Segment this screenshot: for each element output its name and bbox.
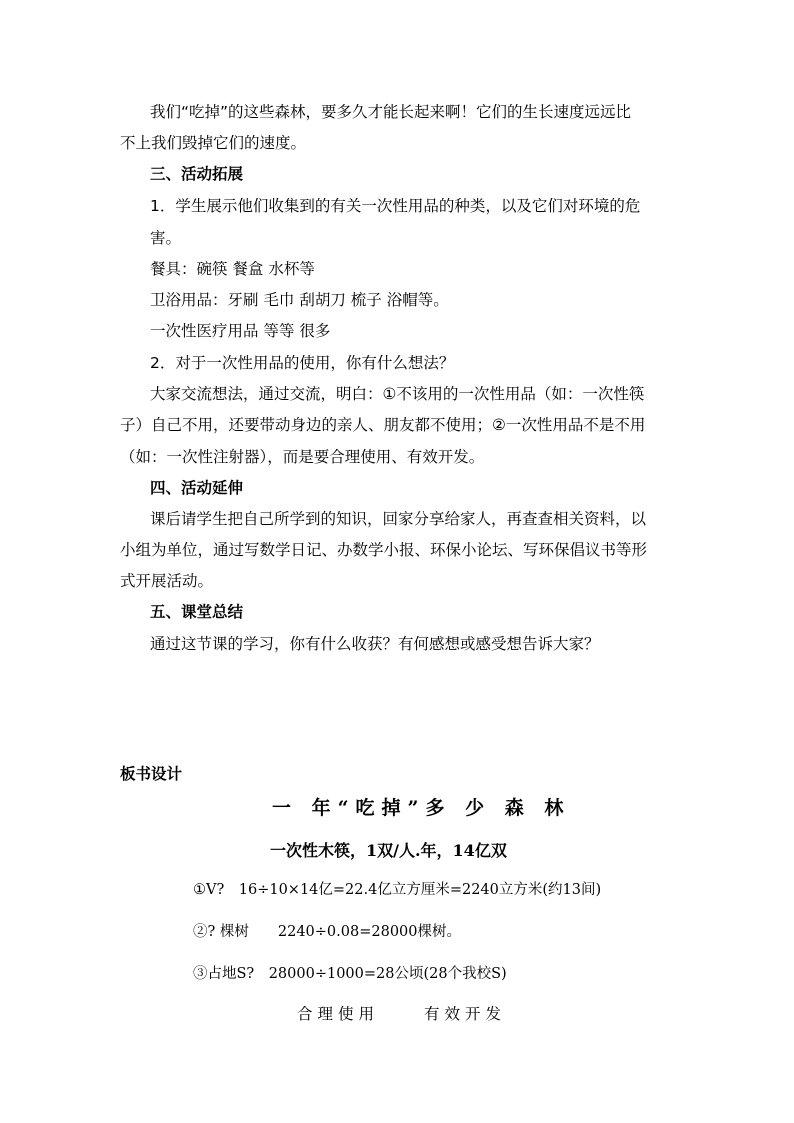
extension-line-2: 小组为单位，通过写数学日记、办数学小报、环保小论坛、写环保倡议书等形: [120, 541, 648, 559]
section-heading-class-summary: 五、课堂总结: [150, 603, 244, 621]
board-subtitle: 一次性木筷，1双/人.年，14亿双: [270, 841, 507, 860]
bathroom-list: 卫浴用品：牙刷 毛巾 刮胡刀 梳子 浴帽等。: [150, 291, 449, 309]
board-calc-trees: ②? 棵树 2240÷0.08=28000棵树。: [193, 924, 461, 940]
section-heading-activity-expansion: 三、活动拓展: [150, 165, 244, 183]
discussion-line-1: 大家交流想法，通过交流，明白：①不该用的一次性用品（如：一次性筷: [150, 385, 645, 403]
extension-line-3: 式开展活动。: [120, 572, 214, 590]
extension-line-1: 课后请学生把自己所学到的知识，回家分享给家人，再查查相关资料，以: [150, 510, 647, 528]
paragraph-forest-line-1: 我们“吃掉”的这些森林，要多久才能长起来啊！它们的生长速度远远比: [150, 103, 632, 121]
summary-question: 通过这节课的学习，你有什么收获？有何感想或感受想告诉大家？: [150, 635, 600, 653]
section-heading-activity-extension: 四、活动延伸: [150, 479, 244, 497]
board-footer-reasonable-use: 合理使用: [297, 1005, 380, 1023]
paragraph-forest-line-2: 不上我们毁掉它们的速度。: [120, 134, 307, 152]
discussion-line-3: （如：一次性注射器），而是要合理使用、有效开发。: [120, 448, 485, 466]
medical-list: 一次性医疗用品 等等 很多: [150, 322, 331, 340]
tableware-list: 餐具：碗筷 餐盒 水杯等: [150, 260, 315, 278]
board-calc-volume: ①V? 16÷10×14亿=22.4亿立方厘米=2240立方米(约13间): [193, 882, 602, 898]
discussion-line-2: 子）自己不用，还要带动身边的亲人、朋友都不使用；②一次性用品不是不用: [120, 416, 646, 434]
item-2-question: 2．对于一次性用品的使用，你有什么想法？: [150, 354, 455, 372]
board-footer-effective-development: 有效开发: [424, 1005, 507, 1023]
board-title: 一 年“吃掉”多 少 森 林: [272, 797, 571, 819]
board-calc-area: ③占地S? 28000÷1000=28公顷(28个我校S): [193, 966, 507, 982]
item-1-line-1: 1．学生展示他们收集到的有关一次性用品的种类，以及它们对环境的危: [150, 197, 641, 215]
board-design-label: 板书设计: [120, 765, 183, 783]
item-1-line-2: 害。: [150, 229, 182, 247]
